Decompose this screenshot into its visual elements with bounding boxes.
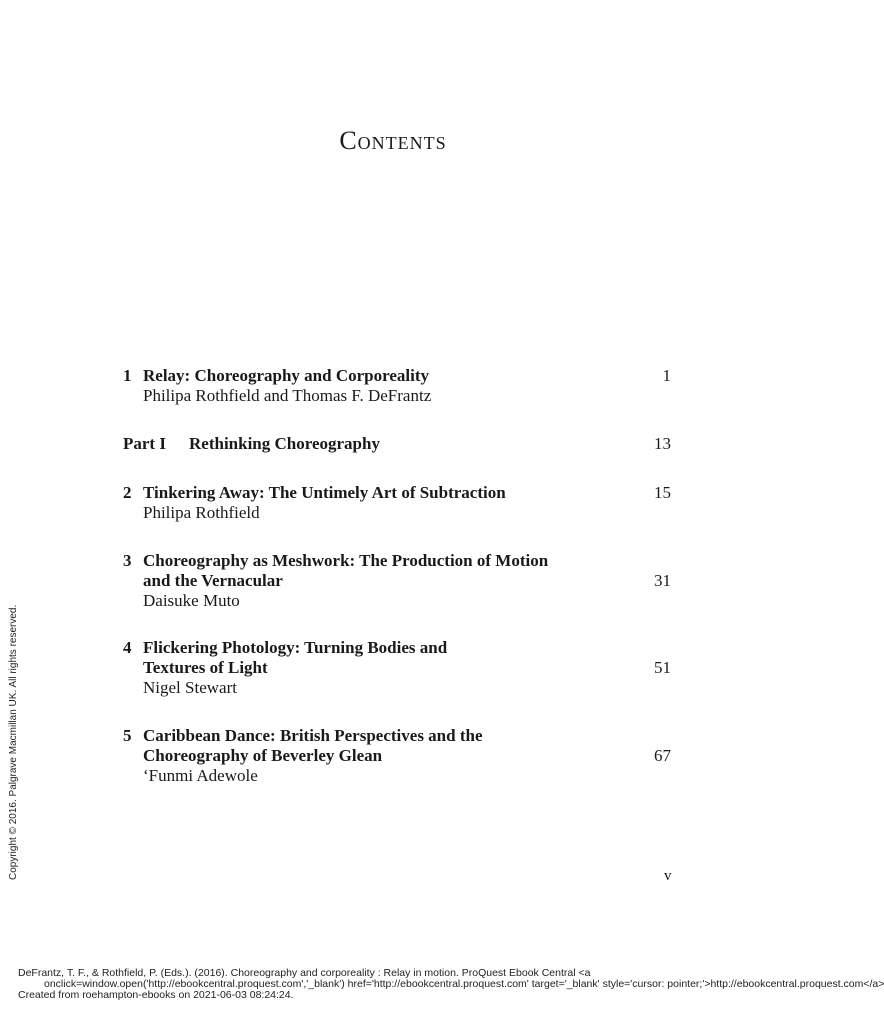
chapter-page: 15 (654, 483, 671, 502)
chapter-number: 1 (123, 366, 132, 385)
chapter-title: Caribbean Dance: British Perspectives and the (143, 726, 483, 745)
chapter-page: 67 (654, 746, 671, 765)
chapter-title-continued: Textures of Light (143, 658, 268, 677)
chapter-number: 3 (123, 551, 132, 570)
toc-entry-chapter-3[interactable] (123, 551, 671, 611)
chapter-author: Philipa Rothfield (143, 503, 260, 522)
toc-entry-chapter-1[interactable] (123, 366, 671, 406)
chapter-title-continued: Choreography of Beverley Glean (143, 746, 383, 765)
chapter-title: Relay: Choreography and Corporeality (143, 366, 430, 385)
toc-entry-part-1[interactable] (123, 434, 671, 454)
part-page: 13 (654, 434, 671, 453)
part-label: Part I (123, 434, 166, 453)
chapter-page: 31 (654, 571, 671, 590)
chapter-page: 51 (654, 658, 671, 677)
chapter-page: 1 (662, 366, 671, 385)
chapter-author: Daisuke Muto (143, 591, 240, 610)
citation-line-3: Created from roehampton-ebooks on 2021-06-03 08:24:24. (18, 989, 294, 1001)
part-title: Rethinking Choreography (189, 434, 380, 453)
chapter-title: Choreography as Meshwork: The Production of Motion (143, 551, 549, 570)
citation-line-2: onclick=window.open('http://ebookcentral.proquest.com','_blank') href='http://ebookcentral.proquest.com' target='_blank' style='cursor: pointer;'>http://ebookcentral.proquest.com</a> (44, 978, 884, 990)
chapter-author: Nigel Stewart (143, 678, 237, 697)
chapter-number: 2 (123, 483, 132, 502)
chapter-author: ‘Funmi Adewole (143, 766, 258, 785)
toc-entry-chapter-2[interactable] (123, 483, 671, 523)
page-folio: v (664, 868, 672, 884)
chapter-number: 5 (123, 726, 132, 745)
citation-footer (18, 967, 884, 1001)
toc-entry-chapter-4[interactable] (123, 638, 671, 698)
chapter-author: Philipa Rothfield and Thomas F. DeFrantz (143, 386, 432, 405)
chapter-title: Tinkering Away: The Untimely Art of Subtraction (143, 483, 506, 502)
chapter-title-continued: and the Vernacular (143, 571, 283, 590)
toc-entry-chapter-5[interactable] (123, 726, 671, 786)
chapter-number: 4 (123, 638, 132, 657)
chapter-title: Flickering Photology: Turning Bodies and (143, 638, 448, 657)
copyright-notice: Copyright © 2016. Palgrave Macmillan UK. All rights reserved. (8, 604, 19, 880)
page-title: Contents (339, 126, 447, 155)
citation-line-1: DeFrantz, T. F., & Rothfield, P. (Eds.). (2016). Choreography and corporeality : Relay in motion. ProQuest Ebook Central <a (18, 967, 591, 979)
